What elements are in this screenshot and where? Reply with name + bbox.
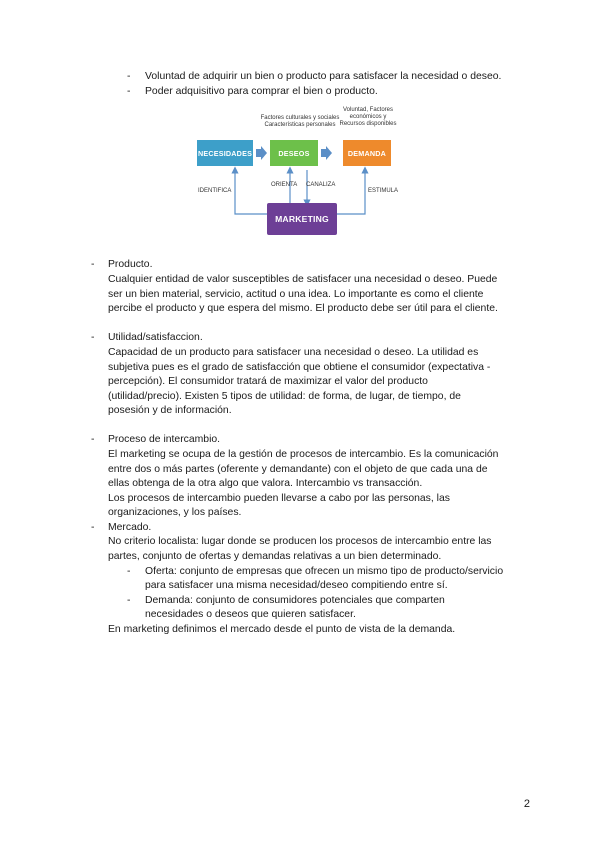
mercado-closing: En marketing definimos el mercado desde el punto de vista de la demanda. — [108, 624, 456, 635]
producto-line: Cualquier entidad de valor susceptibles de satisfacer una necesidad o deseo. Puede — [108, 274, 498, 285]
arrow-right-icon — [256, 146, 267, 160]
utilidad-line: Capacidad de un producto para satisfacer una necesidad o deseo. La utilidad es — [108, 347, 479, 358]
top-bullet-2: Poder adquisitivo para comprar el bien o producto. — [145, 86, 378, 97]
bullet-dash: - — [91, 332, 95, 343]
marketing-diagram — [195, 104, 405, 238]
bullet-dash: - — [127, 595, 131, 606]
utilidad-line: (utilidad/precio). Existen 5 tipos de utilidad: de forma, de lugar, de tiempo, de — [108, 391, 461, 402]
mercado-line: No criterio localista: lugar donde se producen los procesos de intercambio entre las — [108, 536, 492, 547]
identifica-label: IDENTIFICA — [198, 188, 232, 194]
bullet-dash: - — [127, 86, 131, 97]
section-title-producto: Producto. — [108, 259, 153, 270]
top-bullet-1: Voluntad de adquirir un bien o producto para satisfacer la necesidad o deseo. — [145, 71, 502, 82]
utilidad-line: subjetiva pues es el grado de satisfacción que obtiene el consumidor (expectativa - — [108, 362, 491, 373]
estimula-label: ESTIMULA — [368, 188, 399, 194]
bullet-dash: - — [91, 259, 95, 270]
producto-line: ser un bien material, servicio, actitud o una idea. Lo importante es como el cliente — [108, 289, 484, 300]
necesidades-box: NECESIDADES — [197, 140, 253, 166]
bullet-dash: - — [91, 522, 95, 533]
marketing-box: MARKETING — [267, 203, 337, 235]
deseos-factors-label: Factores culturales y sociales Características personales — [260, 115, 340, 128]
section-title-intercambio: Proceso de intercambio. — [108, 434, 221, 445]
demanda-factors-label: Voluntad, Factores económicos y Recursos disponibles — [339, 107, 397, 127]
orienta-label: ORIENTA — [271, 182, 298, 188]
intercambio-line: El marketing se ocupa de la gestión de procesos de intercambio. Es la comunicación — [108, 449, 499, 460]
demanda-box: DEMANDA — [343, 140, 391, 166]
intercambio-line: ellas obtenga de la otra algo que valora. Intercambio vs transacción. — [108, 478, 423, 489]
section-title-mercado: Mercado. — [108, 522, 152, 533]
page-number: 2 — [523, 798, 530, 810]
mercado-demanda-line: Demanda: conjunto de consumidores potenciales que comparten — [145, 595, 445, 606]
bullet-dash: - — [91, 434, 95, 445]
intercambio-line: entre dos o más partes (oferente y demandante) con el objeto de que cada una de — [108, 464, 488, 475]
utilidad-line: posesión y de información. — [108, 405, 232, 416]
bullet-dash: - — [127, 566, 131, 577]
bullet-dash: - — [127, 71, 131, 82]
intercambio-line: organizaciones, y los países. — [108, 507, 242, 518]
mercado-oferta-line: Oferta: conjunto de empresas que ofrecen un mismo tipo de producto/servicio — [145, 566, 504, 577]
intercambio-line: Los procesos de intercambio pueden llevarse a cabo por las personas, las — [108, 493, 450, 504]
mercado-oferta-line: para satisfacer una misma necesidad/deseo compitiendo entre sí. — [145, 580, 448, 591]
arrow-right-icon — [321, 146, 332, 160]
mercado-line: partes, conjunto de ofertas y demandas relativas a un bien determinado. — [108, 551, 442, 562]
deseos-box: DESEOS — [270, 140, 318, 166]
mercado-demanda-line: necesidades o deseos que quieren satisfacer. — [145, 609, 356, 620]
canaliza-label: CANALIZA — [306, 182, 336, 188]
section-title-utilidad: Utilidad/satisfaccion. — [108, 332, 203, 343]
utilidad-line: percepción). El consumidor tratará de maximizar el valor del producto — [108, 376, 428, 387]
producto-line: percibe el producto y que espera del mismo. El producto debe ser útil para el cliente. — [108, 303, 498, 314]
